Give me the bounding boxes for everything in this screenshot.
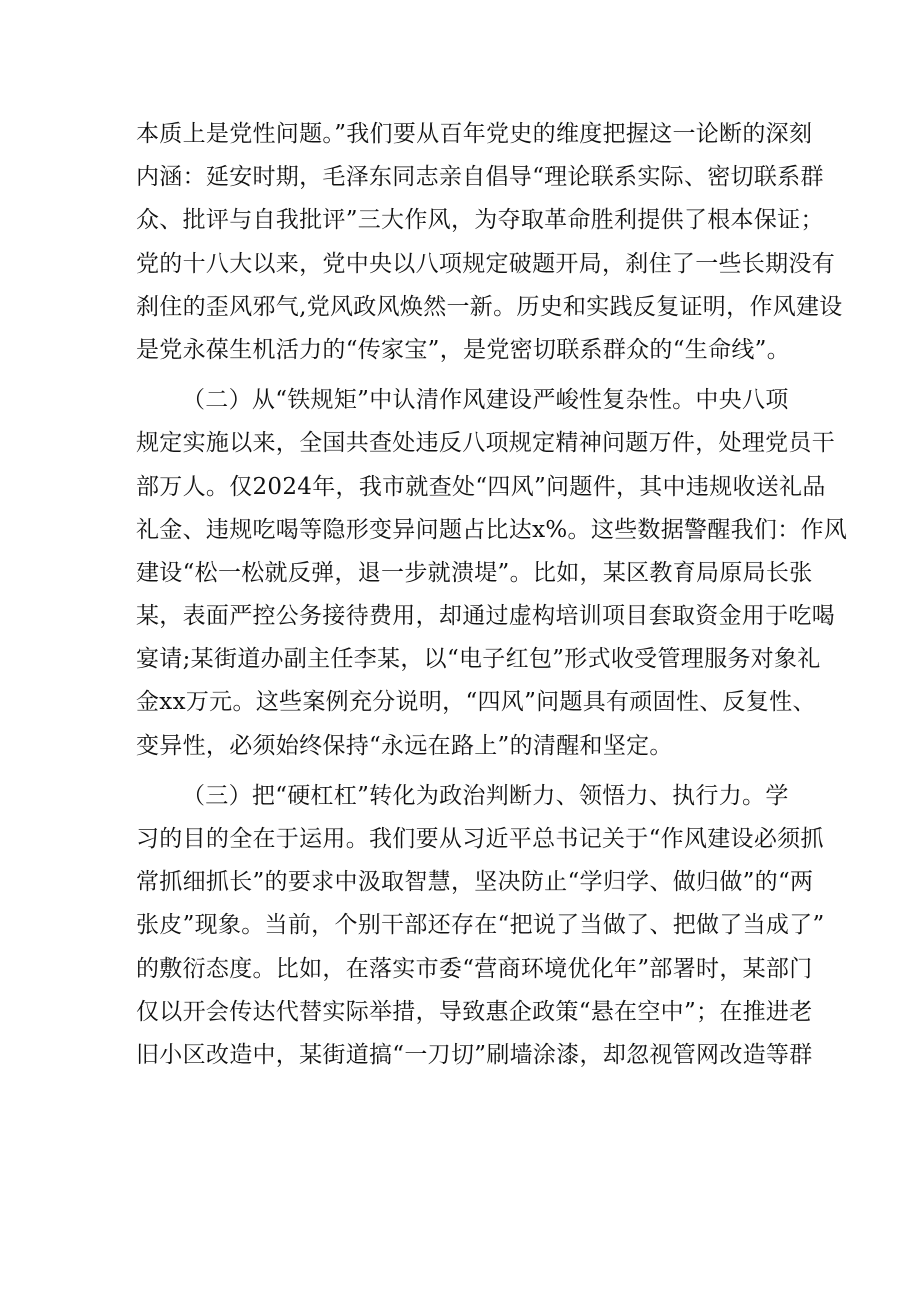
text-line: 仅以开会传达代替实际举措，导致惠企政策“悬在空中”；在推进老 xyxy=(136,998,813,1025)
paragraph-1 xyxy=(136,113,843,372)
text-line: 旧小区改造中，某街道搞“一刀切”刷墙涂漆，却忽视管网改造等群 xyxy=(136,1041,813,1068)
text-line: 张皮”现象。当前，个别干部还存在“把说了当做了、把做了当成了” xyxy=(136,912,825,939)
text-line: 内涵：延安时期，毛泽东同志亲自倡导“理论联系实际、密切联系群 xyxy=(136,164,824,191)
text-line: 常抓细抓长”的要求中汲取智慧，坚决防止“学归学、做归做”的“两 xyxy=(136,869,814,896)
text-line: 众、批评与自我批评”三大作风，为夺取革命胜利提供了根本保证； xyxy=(136,207,824,234)
text-line: 建设“松一松就反弹，退一步就溃堤”。比如，某区教育局原局长张 xyxy=(136,559,813,586)
text-line: 部万人。仅2024年，我市就查处“四风”问题件，其中违规收送礼品 xyxy=(136,473,826,500)
paragraph-2 xyxy=(136,379,848,768)
text-line: 本质上是党性问题。”我们要从百年党史的维度把握这一论断的深刻 xyxy=(136,121,813,147)
text-line: （三）把“硬杠杠”转化为政治判断力、领悟力、执行力。学 xyxy=(182,782,789,809)
text-line: 刹住的歪风邪气,党风政风焕然一新。历史和实践反复证明，作风建设 xyxy=(136,293,843,320)
paragraph-spacer xyxy=(136,768,796,775)
body-text xyxy=(136,113,848,1077)
text-line: 宴请;某街道办副主任李某，以“电子红包”形式收受管理服务对象礼 xyxy=(136,646,821,673)
text-line: 金xx万元。这些案例充分说明，“四风”问题具有顽固性、反复性、 xyxy=(136,689,816,716)
text-line: 变异性，必须始终保持“永远在路上”的清醒和坚定。 xyxy=(136,732,673,759)
text-line: 某，表面严控公务接待费用，却通过虚构培训项目套取资金用于吃喝 xyxy=(136,603,835,630)
text-line: （二）从“铁规矩”中认清作风建设严峻性复杂性。中央八项 xyxy=(182,387,789,414)
text-line: 的敷衍态度。比如，在落实市委“营商环境优化年”部署时，某部门 xyxy=(136,955,813,982)
text-line: 党的十八大以来，党中央以八项规定破题开局，刹住了一些长期没有 xyxy=(136,250,835,277)
text-line: 礼金、违规吃喝等隐形变异问题占比达x%。这些数据警醒我们：作风 xyxy=(136,516,848,543)
text-line: 规定实施以来，全国共查处违反八项规定精神问题万件，处理党员干 xyxy=(136,430,835,457)
paragraph-3 xyxy=(136,775,825,1077)
text-line: 习的目的全在于运用。我们要从习近平总书记关于“作风建设必须抓 xyxy=(136,826,824,852)
text-line: 是党永葆生机活力的“传家宝”，是党密切联系群众的“生命线”。 xyxy=(136,336,791,363)
paragraph-spacer xyxy=(136,372,796,379)
